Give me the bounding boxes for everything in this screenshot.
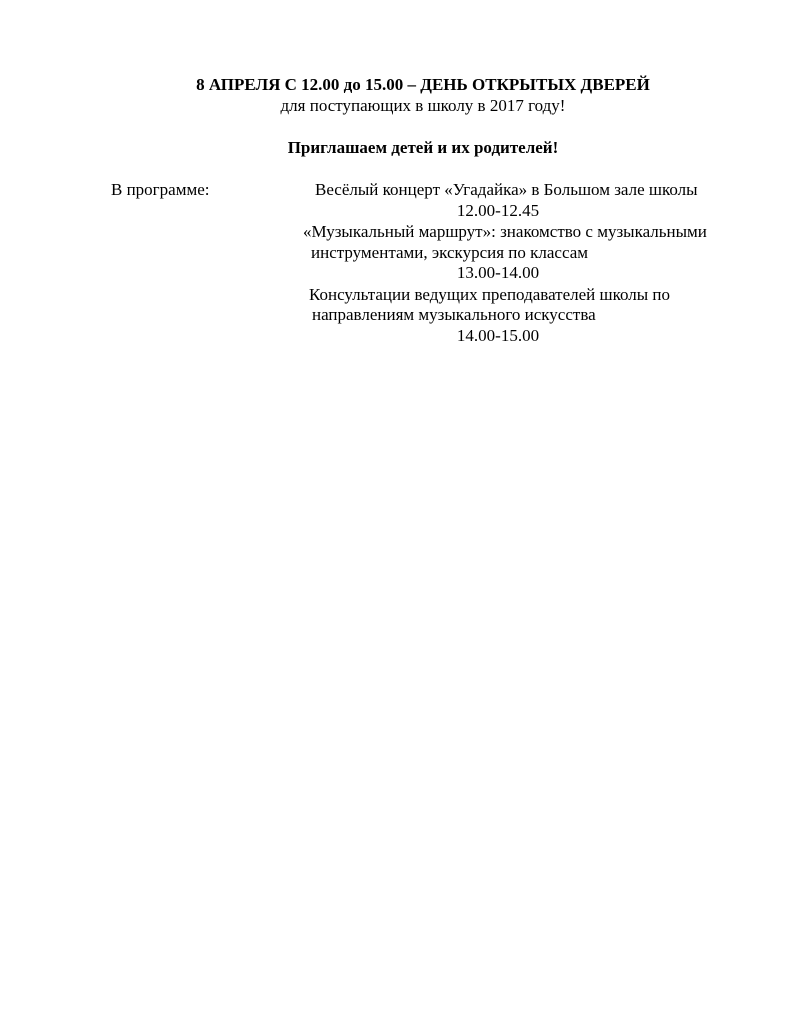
program-item-2-line-1: «Музыкальный маршрут»: знакомство с музыкальными bbox=[303, 222, 707, 241]
program-item-1-time: 12.00-12.45 bbox=[456, 201, 540, 220]
program-item-2-time: 13.00-14.00 bbox=[456, 263, 540, 282]
page-subtitle: для поступающих в школу в 2017 году! bbox=[280, 96, 566, 115]
program-item-3-line-1: Консультации ведущих преподавателей школы по bbox=[309, 285, 671, 304]
program-item-2-line-2: инструментами, экскурсия по классам bbox=[311, 243, 589, 262]
page-title: 8 АПРЕЛЯ С 12.00 до 15.00 – ДЕНЬ ОТКРЫТЫХ ДВЕРЕЙ bbox=[196, 75, 650, 94]
program-item-3-line-2: направлениям музыкального искусства bbox=[312, 305, 596, 324]
program-item-1-line-1: Весёлый концерт «Угадайка» в Большом зале школы bbox=[315, 180, 698, 199]
program-item-3-time: 14.00-15.00 bbox=[456, 326, 540, 345]
invitation-text: Приглашаем детей и их родителей! bbox=[287, 138, 559, 157]
program-label: В программе: bbox=[111, 180, 210, 199]
